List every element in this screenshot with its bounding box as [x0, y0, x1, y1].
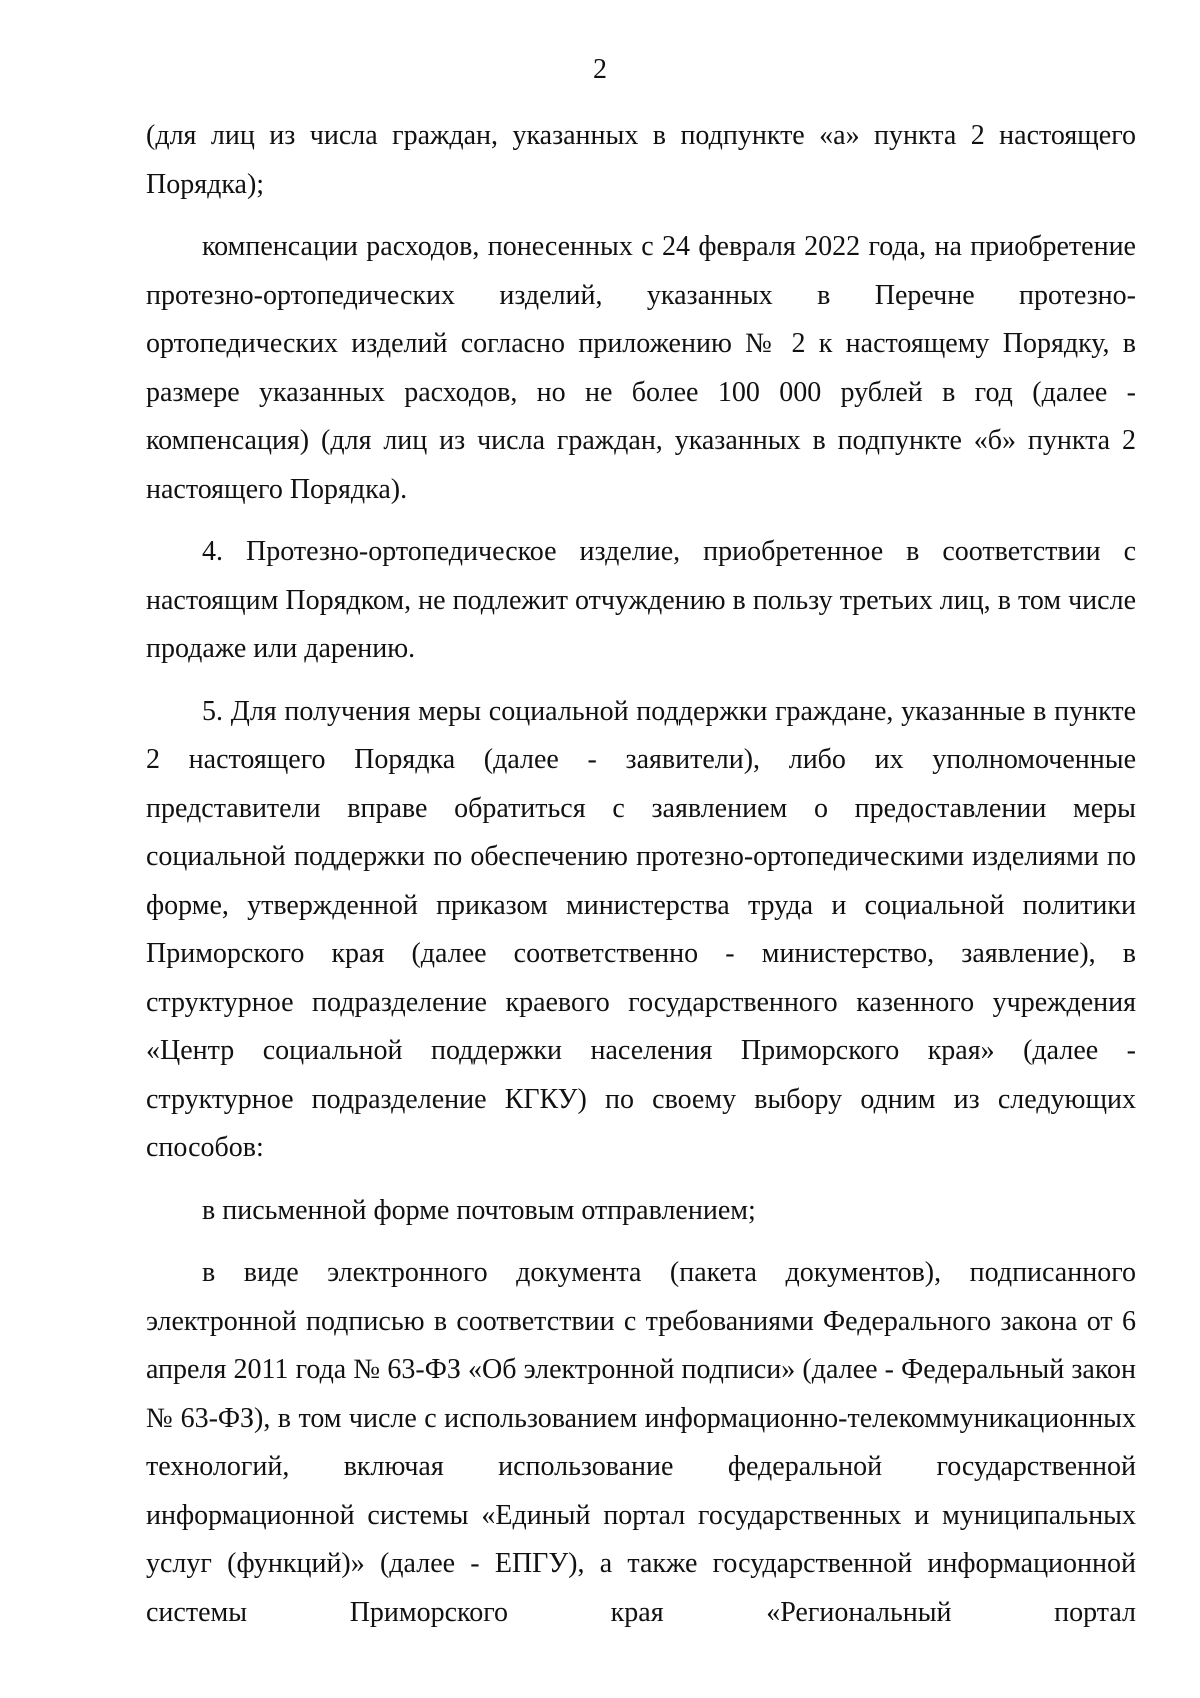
paragraph-continuation: (для лиц из числа граждан, указанных в подпункте «а» пункта 2 настоящего Порядка); [146, 120, 1136, 200]
page-number: 2 [593, 54, 607, 85]
paragraph-compensation: компенсации расходов, понесенных с 24 февраля 2022 года, на приобретение протезно-ортопедических изделий, указанных в Перечне протезно-ортопедических изделий согласно приложению № 2 к настоящему Порядку, в размере указанных расходов, но не более 100 000 рублей в год (далее - компенсация) (для лиц из числа граждан, указанных в подпункте «б» пункта 2 настоящего Порядка). [146, 231, 1136, 505]
paragraph-electronic: в виде электронного документа (пакета документов), подписанного электронной подписью в соответствии с требованиями Федерального закона от 6 апреля 2011 года № 63-ФЗ «Об электронной подписи» (далее - Федеральный закон № 63-ФЗ), в том числе с использованием информационно-телекоммуникационных технологий, включая использование федеральной государственной информационной системы «Единый портал государственных и муниципальных услуг (функций)» (далее - ЕПГУ), а также государственной информационной системы Приморского края «Региональный портал [146, 1257, 1136, 1628]
paragraph-postal: в письменной форме почтовым отправлением; [202, 1194, 756, 1226]
paragraph-item-5: 5. Для получения меры социальной поддержки граждане, указанные в пункте 2 настоящего Порядка (далее - заявители), либо их уполномоченные представители вправе обратиться с заявлением о предоставлении меры социальной поддержки по обеспечению протезно-ортопедическими изделиями по форме, утвержденной приказом министерства труда и социальной политики Приморского края (далее соответственно - министерство, заявление), в структурное подразделение краевого государственного казенного учреждения «Центр социальной поддержки населения Приморского края» (далее - структурное подразделение КГКУ) по своему выбору одним из следующих способов: [146, 695, 1136, 1163]
paragraph-item-4: 4. Протезно-ортопедическое изделие, приобретенное в соответствии с настоящим Порядком, не подлежит отчуждению в пользу третьих лиц, в том числе продаже или дарению. [146, 536, 1136, 664]
document-body [146, 112, 1136, 1637]
